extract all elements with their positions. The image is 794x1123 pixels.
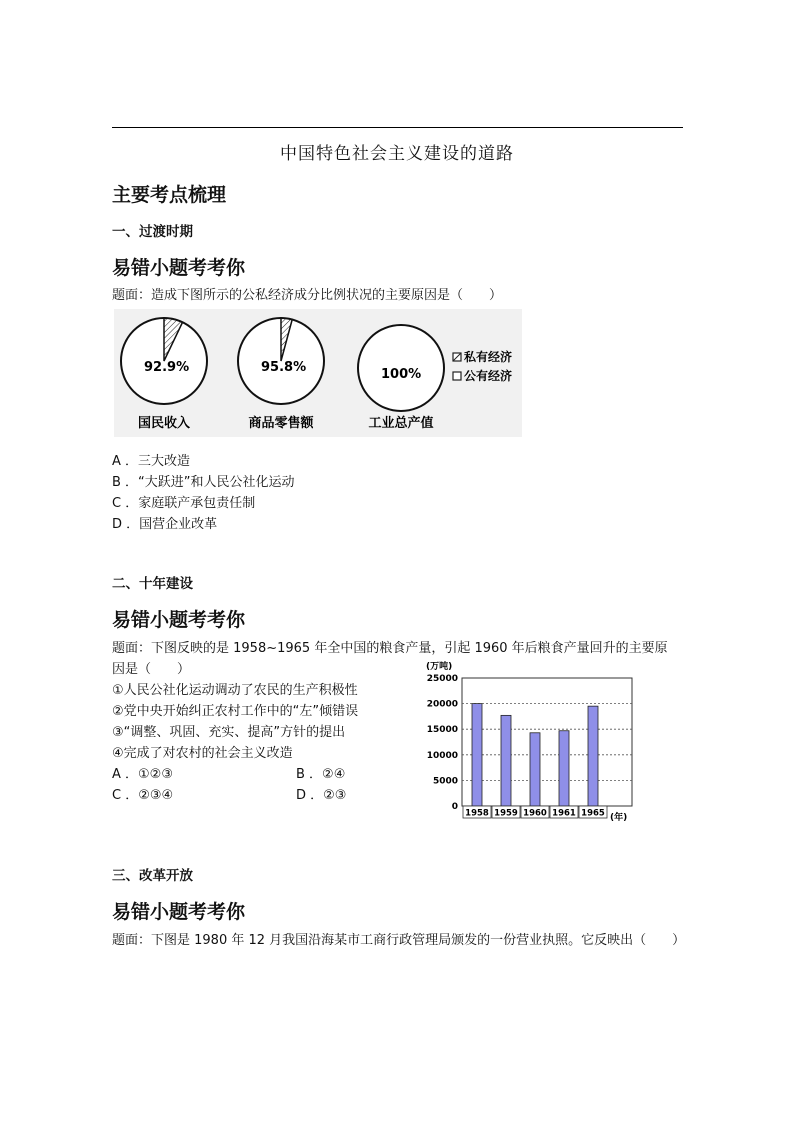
section-2-question-line2: 因是（ ） — [112, 662, 191, 677]
section-2-subheading: 易错小题考考你 — [112, 609, 246, 631]
bar-chart-x-label: (年) — [610, 813, 628, 823]
s1-option-c: C ．家庭联产承包责任制 — [112, 496, 256, 511]
section-2-question-line1: 题面：下图反映的是 1958~1965 年全中国的粮食产量，引起 1960 年后粮食产量回升的主要原 — [112, 641, 668, 656]
section-2-heading: 二、十年建设 — [112, 576, 193, 592]
section-3-question: 题面：下图是 1980 年 12 月我国沿海某市工商行政管理局颁发的一份营业执照。它反映出（ ） — [112, 933, 686, 948]
bar-1965 — [588, 706, 598, 806]
section-3-heading: 三、改革开放 — [112, 868, 193, 884]
s1-option-d: D ．国营企业改革 — [112, 517, 218, 532]
legend-private-label: 私有经济 — [464, 350, 513, 364]
s1-option-a: A ．三大改造 — [112, 454, 191, 469]
pie-1-category-label: 国民收入 — [137, 416, 191, 431]
s2-item-2: ②党中央开始纠正农村工作中的“左”倾错误 — [112, 704, 359, 719]
s2-option-d: D ．②③ — [296, 788, 347, 803]
header-rule — [112, 127, 683, 128]
section-1-question: 题面：造成下图所示的公私经济成分比例状况的主要原因是（ ） — [112, 288, 503, 303]
bar-1958 — [472, 704, 482, 806]
legend-public-label: 公有经济 — [464, 369, 513, 383]
bar-1961 — [559, 731, 569, 806]
bar-x-tick-label: 1960 — [523, 808, 547, 819]
bar-y-tick-label: 25000 — [426, 674, 458, 684]
s2-item-1: ①人民公社化运动调动了农民的生产积极性 — [112, 683, 358, 698]
s2-option-b: B ．②④ — [296, 767, 346, 782]
document-title: 中国特色社会主义建设的道路 — [280, 144, 514, 164]
section-1-heading: 一、过渡时期 — [112, 224, 193, 240]
bar-y-tick-label: 10000 — [426, 750, 458, 761]
s2-item-3: ③“调整、巩固、充实、提高”方针的提出 — [112, 725, 346, 740]
s1-option-b: B ．“大跃进”和人民公社化运动 — [112, 475, 295, 490]
s2-option-a: A ．①②③ — [112, 767, 173, 782]
bar-x-tick-label: 1959 — [494, 808, 518, 819]
bar-x-tick-label: 1958 — [465, 808, 489, 819]
pie-2-value-label: 95.8% — [261, 360, 307, 375]
legend-public-swatch — [453, 372, 461, 380]
bar-y-tick-label: 15000 — [426, 725, 458, 736]
bar-x-tick-label: 1965 — [581, 808, 605, 819]
main-heading: 主要考点梳理 — [112, 184, 227, 206]
bar-y-tick-label: 5000 — [432, 776, 458, 787]
pie-2-category-label: 商品零售额 — [248, 416, 314, 431]
bar-y-tick-label: 0 — [451, 802, 458, 812]
bar-1960 — [530, 733, 540, 806]
pie-chart-figure — [114, 309, 522, 437]
pie-3-value-label: 100% — [381, 367, 422, 382]
s2-item-4: ④完成了对农村的社会主义改造 — [112, 746, 293, 761]
bar-plot-area — [462, 678, 632, 806]
section-3-subheading: 易错小题考考你 — [112, 901, 246, 923]
bar-x-tick-label: 1961 — [552, 808, 576, 819]
grain-output-bar-chart — [418, 658, 640, 824]
s2-option-c: C ．②③④ — [112, 788, 174, 803]
bar-1959 — [501, 715, 511, 806]
pie-3-category-label: 工业总产值 — [368, 416, 434, 431]
bar-y-tick-label: 20000 — [426, 699, 458, 710]
section-1-subheading: 易错小题考考你 — [112, 257, 246, 279]
bar-chart-y-label: (万吨) — [426, 662, 453, 672]
pie-1-value-label: 92.9% — [144, 360, 190, 375]
